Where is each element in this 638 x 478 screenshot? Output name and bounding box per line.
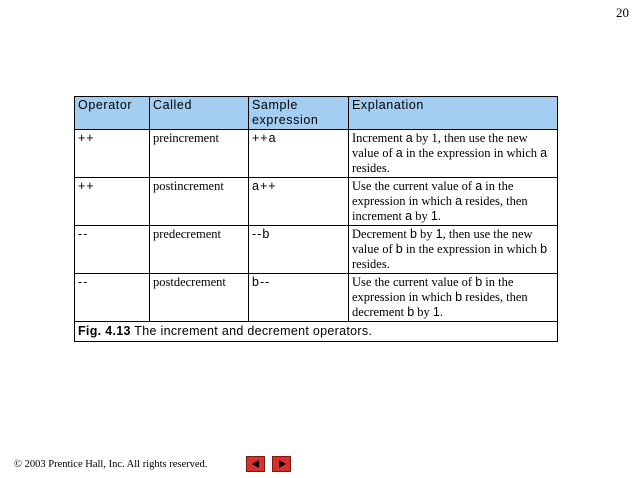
explanation-cell	[349, 178, 558, 226]
explanation-cell	[349, 130, 558, 178]
explanation-text: Use the current value of	[352, 179, 476, 193]
figure-text: The increment and decrement operators.	[134, 324, 373, 338]
sample-expression-cell: ++a	[249, 130, 349, 178]
sample-expression-cell: a++	[249, 178, 349, 226]
explanation-text: by	[412, 209, 431, 223]
explanation-text: in the expression in which	[352, 179, 514, 208]
code-token: b	[475, 275, 483, 289]
table-row	[75, 178, 558, 226]
called-cell: postincrement	[150, 178, 249, 226]
header-explanation: Explanation	[349, 97, 558, 130]
figure-label: Fig. 4.13	[78, 324, 131, 338]
explanation-text: by	[414, 305, 433, 319]
code-token: a	[395, 146, 403, 160]
code-token: 1	[430, 209, 438, 223]
next-slide-button[interactable]	[272, 456, 291, 472]
operator-cell: ++	[75, 130, 150, 178]
explanation-text: resides, then decrement	[352, 290, 528, 319]
explanation-text: in the expression in which	[402, 146, 541, 160]
header-operator: Operator	[75, 97, 150, 130]
triangle-right-icon	[279, 460, 286, 468]
code-token: a	[540, 146, 548, 160]
explanation-text: Increment	[352, 131, 406, 145]
code-token: a	[405, 131, 413, 145]
code-token: 1	[432, 305, 440, 319]
page-number: 20	[616, 5, 629, 20]
explanation-text: resides.	[352, 161, 390, 175]
called-cell: preincrement	[150, 130, 249, 178]
explanation-text: Use the current value of	[352, 275, 476, 289]
explanation-text: .	[437, 209, 441, 223]
table-row	[75, 130, 558, 178]
operators-table	[74, 96, 558, 342]
operator-cell: --	[75, 226, 150, 274]
explanation-text: by	[416, 227, 436, 241]
header-called: Called	[150, 97, 249, 130]
sample-expression-cell: b--	[249, 274, 349, 322]
explanation-text: in the expression in which	[402, 242, 541, 256]
code-token: b	[407, 305, 415, 319]
code-token: 1	[435, 227, 443, 241]
table-row	[75, 274, 558, 322]
header-sample-expression: Sample expression	[249, 97, 349, 130]
code-token: a	[455, 194, 463, 208]
operator-cell: --	[75, 274, 150, 322]
explanation-text: resides, then increment	[352, 194, 528, 223]
code-token: b	[540, 242, 548, 256]
triangle-left-icon	[252, 460, 259, 468]
code-token: a	[475, 179, 483, 193]
code-token: b	[455, 290, 463, 304]
caption-row	[75, 322, 558, 342]
table-row	[75, 226, 558, 274]
operator-cell: ++	[75, 178, 150, 226]
called-cell: predecrement	[150, 226, 249, 274]
code-token: b	[395, 242, 403, 256]
called-cell: postdecrement	[150, 274, 249, 322]
explanation-text: , then use the new value of	[352, 227, 533, 256]
code-token: a	[405, 209, 413, 223]
code-token: b	[409, 227, 417, 241]
explanation-text: in the expression in which	[352, 275, 514, 304]
figure-caption	[75, 322, 558, 342]
sample-expression-cell: --b	[249, 226, 349, 274]
explanation-text: resides.	[352, 257, 390, 271]
previous-slide-button[interactable]	[246, 456, 265, 472]
explanation-cell	[349, 274, 558, 322]
explanation-cell	[349, 226, 558, 274]
explanation-text: .	[439, 305, 443, 319]
explanation-text: by 1, then use the new value of	[352, 131, 528, 160]
copyright-footer: © 2003 Prentice Hall, Inc. All rights reserved.	[14, 459, 208, 470]
table-header-row	[75, 97, 558, 130]
explanation-text: Decrement	[352, 227, 410, 241]
